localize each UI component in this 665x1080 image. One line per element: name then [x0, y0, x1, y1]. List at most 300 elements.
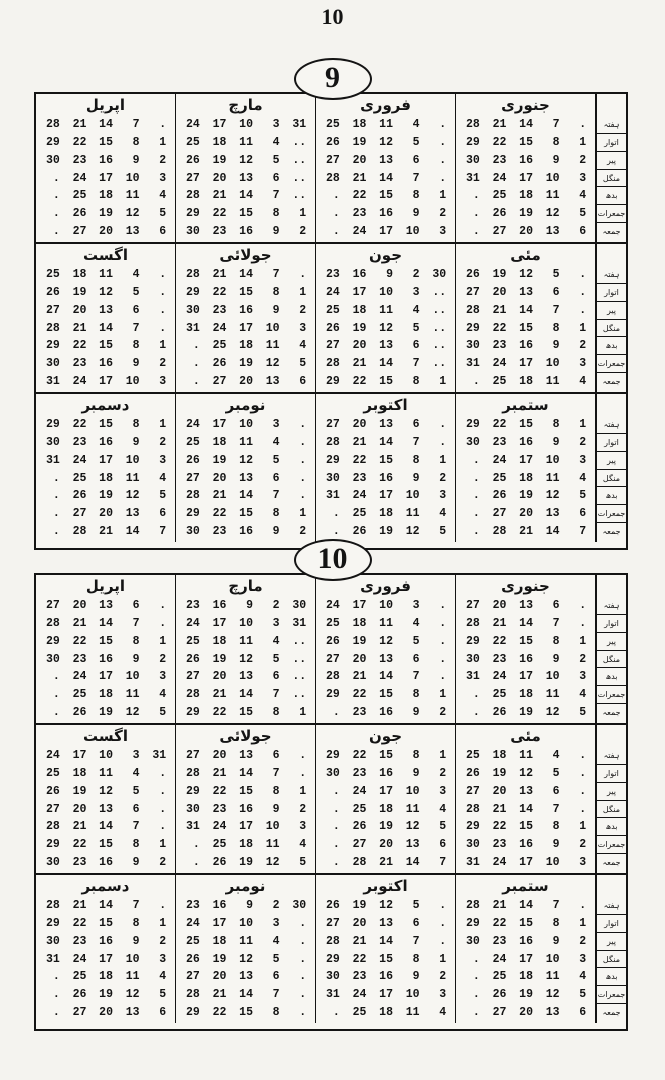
- week-row: [459, 522, 592, 540]
- date-cell: .: [159, 784, 167, 798]
- month-column: [456, 575, 596, 723]
- week-row: [459, 169, 592, 187]
- month-column: [176, 575, 316, 723]
- date-cell: 8: [132, 837, 140, 851]
- weekday-label: جمعہ: [602, 377, 621, 387]
- weekday-label: جمعہ: [602, 527, 621, 537]
- date-cell: 4: [579, 189, 587, 203]
- date-cell: 22: [492, 917, 507, 931]
- date-cell: 25: [325, 303, 340, 317]
- week-row: [39, 818, 172, 836]
- date-cell: 12: [545, 489, 560, 503]
- week-row: [39, 505, 172, 523]
- date-cell: 4: [299, 339, 307, 353]
- date-cell: 21: [212, 489, 227, 503]
- weekday-label: بدھ: [597, 337, 626, 355]
- date-cell: 12: [265, 356, 280, 370]
- date-cell: .: [192, 837, 200, 851]
- date-cell: 14: [99, 321, 113, 335]
- week-row: [319, 897, 452, 915]
- week-row: [459, 151, 592, 169]
- date-cell: 24: [185, 118, 200, 132]
- date-cell: .: [472, 524, 480, 538]
- date-cell: .: [159, 617, 167, 631]
- date-cell: ..: [432, 286, 447, 300]
- date-cell: 16: [212, 899, 227, 913]
- date-cell: 26: [325, 634, 340, 648]
- date-cell: 25: [352, 506, 367, 520]
- date-cell: 13: [125, 224, 140, 238]
- date-cell: 13: [379, 418, 393, 432]
- date-cell: 9: [552, 934, 560, 948]
- date-cell: 28: [325, 356, 340, 370]
- week-row: [319, 650, 452, 668]
- week-row: [319, 836, 452, 854]
- date-cell: 1: [439, 687, 447, 701]
- date-cell: 19: [212, 153, 227, 167]
- date-cell: 16: [519, 339, 533, 353]
- date-cell: 26: [492, 206, 507, 220]
- date-cell: 16: [99, 436, 113, 450]
- month-column: [176, 875, 316, 1023]
- date-cell: 26: [45, 286, 60, 300]
- date-cell: 30: [45, 652, 60, 666]
- date-cell: 18: [212, 634, 227, 648]
- week-row: [39, 434, 172, 452]
- date-cell: 3: [579, 453, 587, 467]
- date-cell: 3: [299, 321, 307, 335]
- date-cell: 28: [45, 321, 60, 335]
- month-name: ستمبر: [502, 877, 549, 895]
- week-row: [319, 116, 452, 134]
- week-row: [459, 800, 592, 818]
- weekday-label: پیر: [597, 452, 626, 470]
- date-cell: 17: [379, 784, 393, 798]
- date-cell: 22: [212, 705, 227, 719]
- date-cell: 31: [185, 321, 200, 335]
- date-cell: 16: [379, 705, 393, 719]
- date-cell: 25: [492, 471, 507, 485]
- date-cell: 15: [99, 136, 113, 150]
- date-cell: 16: [379, 206, 393, 220]
- date-cell: ..: [292, 670, 307, 684]
- date-cell: 11: [265, 837, 280, 851]
- date-cell: 30: [292, 599, 307, 613]
- date-cell: 9: [412, 206, 420, 220]
- month-name: اپریل: [85, 577, 126, 595]
- date-cell: .: [579, 268, 587, 282]
- date-cell: .: [472, 224, 480, 238]
- date-cell: 10: [545, 952, 560, 966]
- date-cell: 11: [239, 136, 253, 150]
- date-cell: 27: [185, 171, 200, 185]
- date-cell: 14: [239, 189, 253, 203]
- date-cell: 15: [519, 418, 533, 432]
- month-name: اگست: [82, 727, 128, 745]
- date-cell: 9: [246, 599, 253, 613]
- date-cell: 14: [519, 617, 533, 631]
- date-cell: 8: [132, 634, 140, 648]
- date-cell: 24: [352, 784, 367, 798]
- date-cell: 27: [325, 153, 340, 167]
- date-cell: .: [472, 705, 480, 719]
- date-cell: 16: [99, 356, 113, 370]
- date-cell: 8: [552, 917, 560, 931]
- month-column: [36, 875, 176, 1023]
- date-cell: 24: [185, 418, 200, 432]
- date-cell: 27: [352, 837, 367, 851]
- week-row: [179, 434, 312, 452]
- date-cell: 30: [185, 524, 200, 538]
- date-cell: 30: [325, 767, 340, 781]
- weekday-label: اتوار: [597, 434, 626, 452]
- month-column: [36, 575, 176, 723]
- date-cell: 14: [99, 118, 113, 132]
- date-cell: 13: [265, 374, 280, 388]
- date-cell: 11: [545, 687, 560, 701]
- date-cell: 25: [72, 471, 87, 485]
- date-cell: .: [192, 374, 200, 388]
- date-cell: 17: [379, 987, 393, 1001]
- date-cell: 6: [412, 153, 420, 167]
- date-cell: 30: [45, 855, 60, 869]
- date-cell: 28: [325, 934, 340, 948]
- date-cell: 14: [239, 489, 253, 503]
- date-cell: 18: [492, 749, 507, 763]
- date-cell: 25: [72, 970, 87, 984]
- date-cell: 4: [272, 634, 280, 648]
- date-cell: 17: [519, 855, 533, 869]
- date-cell: 7: [552, 899, 560, 913]
- date-cell: 2: [579, 436, 587, 450]
- week-row: [39, 650, 172, 668]
- weekday-label: پیر: [597, 633, 626, 651]
- date-cell: 1: [299, 784, 307, 798]
- date-cell: 15: [239, 705, 253, 719]
- date-cell: 20: [99, 1005, 113, 1019]
- date-cell: 23: [492, 436, 507, 450]
- week-row: [179, 284, 312, 302]
- date-cell: 15: [379, 374, 393, 388]
- date-cell: 11: [379, 303, 393, 317]
- date-cell: 20: [379, 837, 393, 851]
- week-row: [459, 897, 592, 915]
- date-cell: 28: [185, 767, 200, 781]
- date-cell: 23: [72, 652, 87, 666]
- week-row: [179, 615, 312, 633]
- week-row: [179, 818, 312, 836]
- date-cell: .: [579, 749, 587, 763]
- date-cell: 30: [325, 970, 340, 984]
- date-cell: .: [439, 171, 447, 185]
- date-cell: 18: [519, 189, 533, 203]
- date-cell: .: [192, 356, 200, 370]
- date-cell: 28: [352, 855, 367, 869]
- date-cell: 22: [352, 749, 367, 763]
- date-cell: 10: [265, 820, 280, 834]
- date-cell: 3: [579, 171, 587, 185]
- date-cell: 13: [239, 171, 253, 185]
- week-row: [319, 134, 452, 152]
- date-cell: 22: [492, 418, 507, 432]
- date-cell: 12: [265, 855, 280, 869]
- month-column: [316, 725, 456, 873]
- date-cell: 28: [325, 171, 340, 185]
- week-row: [459, 747, 592, 765]
- date-cell: 1: [439, 374, 447, 388]
- date-cell: 14: [519, 303, 533, 317]
- date-cell: 5: [132, 784, 140, 798]
- date-cell: 26: [45, 784, 60, 798]
- date-cell: 16: [519, 837, 533, 851]
- week-row: [459, 632, 592, 650]
- weekday-label: اتوار: [597, 915, 626, 933]
- week-row: [319, 469, 452, 487]
- date-cell: 9: [552, 837, 560, 851]
- date-cell: 12: [125, 987, 140, 1001]
- date-cell: 25: [45, 767, 60, 781]
- date-cell: 31: [292, 617, 307, 631]
- date-cell: 12: [379, 899, 393, 913]
- date-cell: 8: [132, 418, 140, 432]
- date-cell: 2: [579, 339, 587, 353]
- date-cell: 27: [185, 471, 200, 485]
- date-cell: 9: [132, 855, 140, 869]
- date-cell: 16: [239, 802, 253, 816]
- date-cell: 19: [99, 489, 113, 503]
- week-row: [319, 932, 452, 950]
- date-cell: 7: [412, 436, 420, 450]
- date-cell: 16: [519, 153, 533, 167]
- week-row: [319, 668, 452, 686]
- week-row: [179, 151, 312, 169]
- date-cell: .: [52, 524, 60, 538]
- date-cell: 31: [45, 453, 60, 467]
- date-cell: 23: [492, 837, 507, 851]
- weekday-label: ہفتہ: [597, 747, 626, 765]
- date-cell: 13: [379, 153, 393, 167]
- date-cell: 17: [352, 599, 367, 613]
- date-cell: 17: [212, 118, 227, 132]
- weekday-label: جمعرات: [597, 355, 626, 373]
- date-cell: 9: [412, 705, 420, 719]
- week-row: [459, 597, 592, 615]
- week-row: [179, 416, 312, 434]
- date-cell: 15: [519, 917, 533, 931]
- date-cell: 11: [125, 471, 140, 485]
- date-cell: 15: [379, 952, 393, 966]
- date-cell: 5: [272, 652, 280, 666]
- month-name: نومبر: [225, 877, 266, 895]
- date-cell: 24: [72, 670, 87, 684]
- date-cell: 18: [72, 767, 87, 781]
- week-row: [179, 668, 312, 686]
- date-cell: 14: [239, 767, 253, 781]
- date-cell: 16: [99, 934, 113, 948]
- date-cell: 20: [519, 1005, 533, 1019]
- date-cell: 18: [519, 970, 533, 984]
- date-cell: 19: [99, 206, 113, 220]
- week-row: [319, 505, 452, 523]
- date-cell: 29: [325, 453, 340, 467]
- month-block: [36, 394, 626, 542]
- week-row: [179, 522, 312, 540]
- date-cell: 17: [239, 820, 253, 834]
- week-row: [39, 615, 172, 633]
- date-cell: 10: [545, 453, 560, 467]
- week-row: [179, 169, 312, 187]
- date-cell: 28: [185, 987, 200, 1001]
- week-row: [319, 372, 452, 390]
- date-cell: 24: [352, 987, 367, 1001]
- date-cell: 19: [519, 489, 533, 503]
- date-cell: 14: [239, 687, 253, 701]
- date-cell: 24: [352, 489, 367, 503]
- weekday-column: [596, 94, 626, 242]
- date-cell: .: [52, 471, 60, 485]
- date-cell: 7: [272, 489, 280, 503]
- weekday-label: پیر: [597, 152, 626, 170]
- date-cell: 18: [379, 802, 393, 816]
- date-cell: 10: [265, 321, 280, 335]
- date-cell: .: [439, 599, 447, 613]
- date-cell: 19: [379, 820, 393, 834]
- date-cell: 9: [552, 153, 560, 167]
- week-row: [459, 266, 592, 284]
- date-cell: 27: [325, 917, 340, 931]
- date-cell: .: [159, 286, 167, 300]
- date-cell: 12: [379, 321, 393, 335]
- date-cell: .: [52, 489, 60, 503]
- date-cell: 5: [439, 820, 447, 834]
- week-row: [319, 337, 452, 355]
- date-cell: 26: [72, 987, 87, 1001]
- date-cell: .: [439, 652, 447, 666]
- date-cell: 20: [492, 286, 507, 300]
- date-cell: 9: [132, 153, 140, 167]
- date-cell: 28: [185, 189, 200, 203]
- date-cell: 7: [579, 524, 587, 538]
- week-row: [39, 372, 172, 390]
- date-cell: 13: [519, 784, 533, 798]
- date-cell: 28: [465, 118, 480, 132]
- week-row: [319, 284, 452, 302]
- date-cell: 21: [72, 617, 87, 631]
- weekday-column: [596, 394, 626, 542]
- date-cell: 10: [99, 749, 113, 763]
- date-cell: .: [299, 917, 307, 931]
- weekday-label: بدھ: [597, 487, 626, 505]
- date-cell: .: [52, 506, 60, 520]
- date-cell: 16: [239, 524, 253, 538]
- date-cell: 15: [519, 634, 533, 648]
- date-cell: 18: [212, 136, 227, 150]
- date-cell: 1: [299, 286, 307, 300]
- date-cell: 24: [492, 670, 507, 684]
- date-cell: 17: [212, 917, 227, 931]
- date-cell: 8: [272, 1005, 280, 1019]
- date-cell: 23: [185, 599, 200, 613]
- date-cell: 17: [212, 617, 227, 631]
- date-cell: .: [439, 153, 447, 167]
- date-cell: .: [192, 339, 200, 353]
- weekday-label: اتوار: [597, 615, 626, 633]
- week-row: [319, 451, 452, 469]
- date-cell: 17: [519, 171, 533, 185]
- date-cell: 1: [439, 952, 447, 966]
- date-cell: 25: [492, 687, 507, 701]
- date-cell: 6: [132, 303, 140, 317]
- date-cell: 7: [412, 171, 420, 185]
- date-cell: 17: [99, 171, 113, 185]
- date-cell: 15: [519, 820, 533, 834]
- week-row: [179, 703, 312, 721]
- date-cell: 11: [125, 189, 140, 203]
- week-row: [179, 301, 312, 319]
- date-cell: 29: [185, 1005, 200, 1019]
- date-cell: 7: [412, 670, 420, 684]
- date-cell: 15: [379, 189, 393, 203]
- date-cell: .: [159, 118, 167, 132]
- date-cell: 8: [272, 286, 280, 300]
- month-block: [36, 725, 626, 875]
- date-cell: .: [472, 189, 480, 203]
- date-cell: 26: [492, 705, 507, 719]
- date-cell: .: [439, 899, 447, 913]
- date-cell: 6: [159, 506, 167, 520]
- week-row: [459, 505, 592, 523]
- date-cell: .: [52, 189, 60, 203]
- date-cell: 2: [439, 970, 447, 984]
- week-row: [459, 187, 592, 205]
- week-row: [459, 319, 592, 337]
- date-cell: 7: [159, 524, 167, 538]
- date-cell: 11: [99, 268, 113, 282]
- date-cell: .: [52, 987, 60, 1001]
- date-cell: 23: [72, 436, 87, 450]
- date-cell: 13: [545, 506, 560, 520]
- weekday-label: منگل: [597, 320, 626, 338]
- date-cell: 21: [72, 899, 87, 913]
- date-cell: 27: [185, 970, 200, 984]
- date-cell: 5: [272, 153, 280, 167]
- date-cell: 4: [412, 617, 420, 631]
- date-cell: 2: [412, 268, 420, 282]
- date-cell: 6: [132, 802, 140, 816]
- month-name: مارچ: [228, 577, 263, 595]
- week-row: [319, 915, 452, 933]
- date-cell: 2: [159, 855, 167, 869]
- date-cell: 26: [325, 899, 340, 913]
- date-cell: 14: [99, 617, 113, 631]
- date-cell: 30: [465, 837, 480, 851]
- date-cell: .: [299, 489, 307, 503]
- week-row: [179, 915, 312, 933]
- date-cell: 3: [159, 374, 167, 388]
- date-cell: .: [472, 471, 480, 485]
- date-cell: .: [439, 436, 447, 450]
- date-cell: 20: [492, 599, 507, 613]
- date-cell: 31: [152, 749, 167, 763]
- date-cell: 9: [272, 224, 280, 238]
- date-cell: 1: [439, 189, 447, 203]
- week-row: [179, 355, 312, 373]
- date-cell: 12: [99, 784, 113, 798]
- date-cell: ..: [292, 652, 307, 666]
- date-cell: 13: [519, 286, 533, 300]
- date-cell: 4: [579, 970, 587, 984]
- date-cell: 19: [212, 952, 227, 966]
